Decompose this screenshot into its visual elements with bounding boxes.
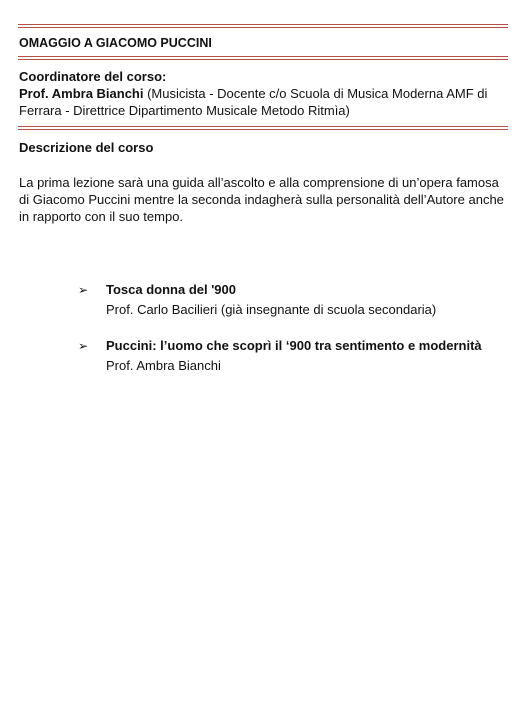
divider-after-title — [18, 56, 508, 60]
page-title: OMAGGIO A GIACOMO PUCCINI — [19, 36, 212, 50]
lesson-teacher: Prof. Carlo Bacilieri (già insegnante di scuola secondaria) — [106, 302, 437, 317]
list-item — [78, 281, 508, 319]
lesson-list — [78, 281, 508, 393]
lesson-teacher: Prof. Ambra Bianchi — [106, 358, 221, 373]
lesson-title: Puccini: l’uomo che scoprì il ‘900 tra sentimento e modernità — [106, 338, 482, 353]
coordinator-heading: Coordinatore del corso: — [19, 69, 167, 84]
coordinator-info — [19, 85, 511, 119]
coordinator-details: (Musicista - Docente c/o Scuola di Musica Moderna AMF di Ferrara - Direttrice Dipartimento Musicale Metodo Ritmìa) — [19, 86, 488, 118]
lesson-title: Tosca donna del '900 — [106, 282, 236, 297]
coordinator-name: Prof. Ambra Bianchi — [19, 86, 144, 101]
list-item — [78, 337, 508, 375]
divider-top — [18, 24, 508, 28]
description-heading: Descrizione del corso — [19, 140, 154, 155]
arrow-bullet-icon: ➢ — [78, 283, 89, 297]
arrow-bullet-icon: ➢ — [78, 339, 89, 353]
divider-after-coordinator — [18, 126, 508, 130]
description-text: La prima lezione sarà una guida all’ascolto e alla comprensione di un’opera famosa di Giacomo Puccini mentre la seconda indagherà sulla personalità dell’Autore anche in rapporto con il suo tempo. — [19, 175, 504, 224]
